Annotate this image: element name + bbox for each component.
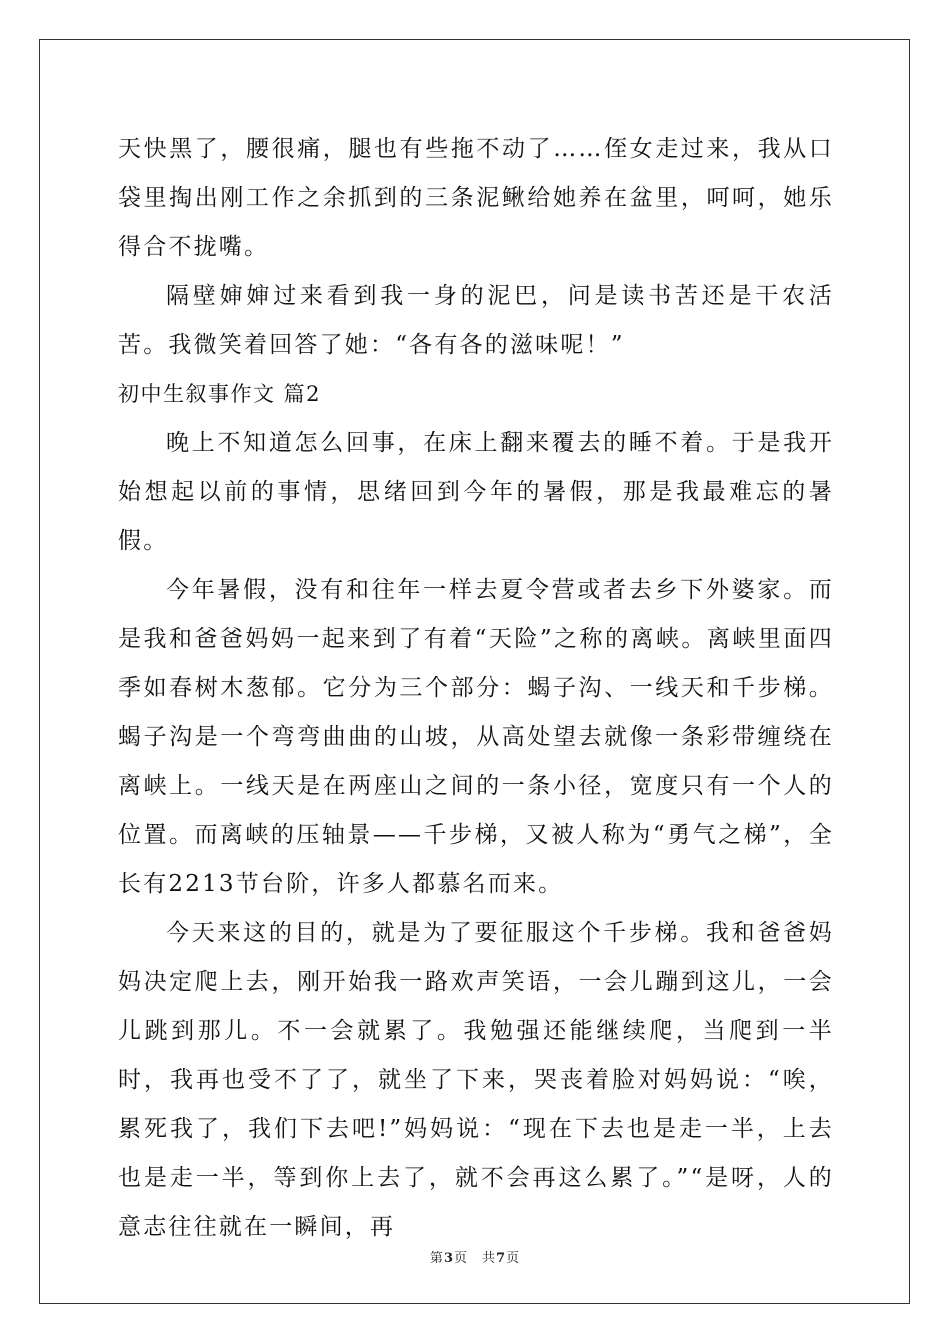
- paragraph-continued: 天快黑了，腰很痛，腿也有些拖不动了……侄女走过来，我从口袋里掏出刚工作之余抓到的三条泥鳅给她养在盆里，呵呵，她乐得合不拢嘴。: [118, 136, 834, 260]
- total-pages: 7: [496, 1251, 507, 1266]
- page-footer: [0, 1247, 950, 1266]
- page-prefix: 第: [429, 1251, 444, 1266]
- page-number: 3: [443, 1251, 454, 1266]
- paragraph: 今天来这的目的，就是为了要征服这个千步梯。我和爸爸妈妈决定爬上去，刚开始我一路欢声笑语，一会儿蹦到这儿，一会儿跳到那儿。不一会就累了。我勉强还能继续爬，当爬到一半时，我再也受不了了，就坐了下来，哭丧着脸对妈妈说：“唉，累死我了，我们下去吧!”妈妈说：“现在下去也是走一半，上去也是走一半，等到你上去了，就不会再这么累了。”“是呀，人的意志往往就在一瞬间，再: [118, 920, 834, 1240]
- total-suffix: 页: [506, 1251, 521, 1266]
- paragraph: 隔壁婶婶过来看到我一身的泥巴，问是读书苦还是干农活苦。我微笑着回答了她：“各有各的滋味呢！”: [118, 283, 834, 358]
- paragraph: 今年暑假，没有和往年一样去夏令营或者去乡下外婆家。而是我和爸爸妈妈一起来到了有着“天险”之称的离峡。离峡里面四季如春树木葱郁。它分为三个部分：蝎子沟、一线天和千步梯。蝎子沟是一个弯弯曲曲的山坡，从高处望去就像一条彩带缠绕在离峡上。一线天是在两座山之间的一条小径，宽度只有一个人的位置。而离峡的压轴景——千步梯，又被人称为“勇气之梯”，全长有2213节台阶，许多人都慕名而来。: [118, 577, 834, 897]
- document-body: [118, 125, 834, 1252]
- page-suffix: 页: [453, 1251, 468, 1266]
- paragraph: 晚上不知道怎么回事，在床上翻来覆去的睡不着。于是我开始想起以前的事情，思绪回到今年的暑假，那是我最难忘的暑假。: [118, 430, 834, 554]
- section-heading: 初中生叙事作文 篇2: [118, 382, 322, 406]
- total-prefix: 共: [482, 1251, 497, 1266]
